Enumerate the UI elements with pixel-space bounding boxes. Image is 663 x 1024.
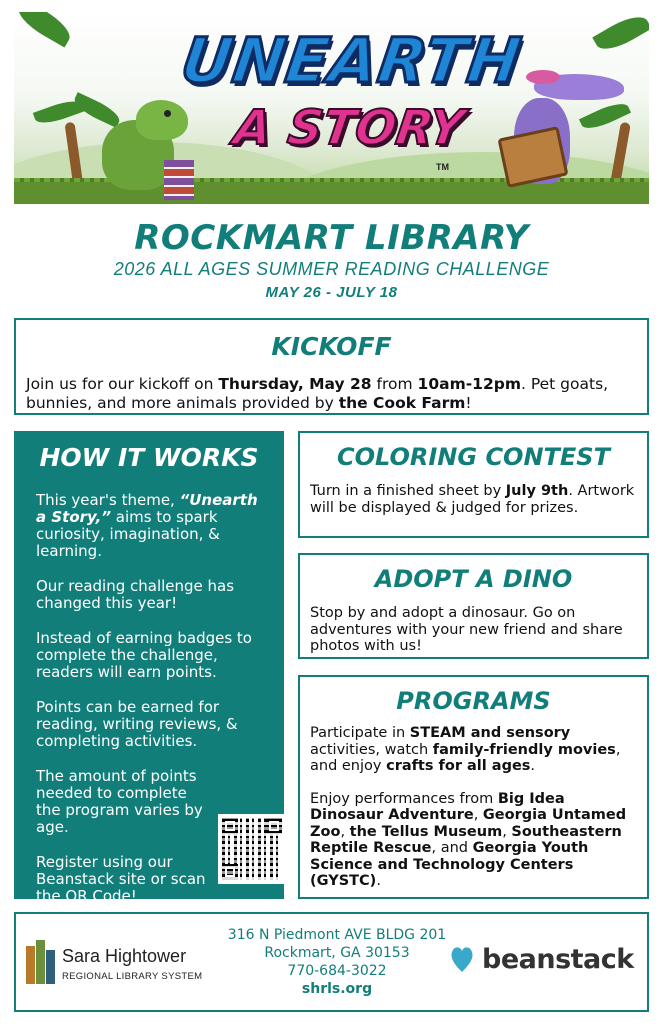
kickoff-text: Join us for our kickoff on Thursday, May 28 from 10am-12pm. Pet goats, bunnies, and more animals provided by the Cook Farm! xyxy=(26,375,609,412)
banner-title-a-story: A STORY xyxy=(230,100,468,156)
pterodactyl-crest xyxy=(526,70,560,84)
jungle-leaf xyxy=(14,12,75,48)
theme-paragraph: This year's theme, “Unearth a Story,” aims to spark curiosity, imagination, & learning. xyxy=(36,491,258,560)
coloring-contest-title: COLORING CONTEST xyxy=(337,443,610,471)
qr-finder-icon xyxy=(266,818,282,834)
qr-finder-icon xyxy=(222,818,238,834)
website-link[interactable]: shrls.org xyxy=(301,981,373,997)
adopt-a-dino-title: ADOPT A DINO xyxy=(374,565,573,593)
banner-ground xyxy=(14,182,649,204)
footer xyxy=(14,912,649,1012)
beanstack-qr-code[interactable] xyxy=(218,814,286,884)
adopt-a-dino-text: Stop by and adopt a dinosaur. Go on adventures with your new friend and share photos with us! xyxy=(310,605,623,654)
library-name: ROCKMART LIBRARY xyxy=(134,218,529,258)
challenge-subtitle: 2026 ALL AGES SUMMER READING CHALLENGE xyxy=(113,259,550,279)
address-line-2: Rockmart, GA 30153 xyxy=(264,945,410,961)
adopt-a-dino-section xyxy=(298,553,649,659)
trex-head xyxy=(136,100,188,140)
hero-banner xyxy=(14,12,649,204)
qr-finder-icon xyxy=(222,864,238,880)
earn-points-paragraph: Points can be earned for reading, writing reviews, & completing activities. xyxy=(36,698,238,750)
beanstack-wordmark: beanstack xyxy=(482,944,634,975)
register-paragraph: Register using our Beanstack site or scan the QR Code! xyxy=(36,853,206,905)
coloring-contest-text: Turn in a finished sheet by July 9th. Artwork will be displayed & judged for prizes. xyxy=(310,483,635,516)
banner-title-unearth: UNEARTH xyxy=(176,24,526,97)
points-paragraph: Instead of earning badges to complete the challenge, readers will earn points. xyxy=(36,629,252,681)
trademark-mark: TM xyxy=(436,162,449,172)
qr-code-pattern xyxy=(222,818,282,880)
points-by-age-paragraph: The amount of points needed to complete the program varies by age. xyxy=(36,767,203,836)
logo-name: Sara Hightower xyxy=(62,946,187,966)
trex-eye xyxy=(164,110,171,117)
address-line-1: 316 N Piedmont AVE BLDG 201 xyxy=(227,927,447,943)
kickoff-title: KICKOFF xyxy=(271,332,392,361)
how-it-works-section xyxy=(14,431,284,905)
contact-info xyxy=(212,926,462,998)
programs-activities-text: Participate in STEAM and sensory activities, watch family-friendly movies, and enjoy crafts for all ages. xyxy=(310,725,621,774)
book-stack xyxy=(164,160,194,200)
kickoff-section xyxy=(14,318,649,415)
library-books-icon xyxy=(26,940,56,984)
jungle-leaf xyxy=(592,12,649,57)
sara-hightower-logo[interactable] xyxy=(26,940,206,990)
logo-subtitle: REGIONAL LIBRARY SYSTEM xyxy=(62,971,203,982)
challenge-dates: MAY 26 - JULY 18 xyxy=(265,284,398,301)
phone-number[interactable]: 770-684-3022 xyxy=(287,963,387,979)
beanstack-heart-icon xyxy=(450,944,474,974)
coloring-contest-section xyxy=(298,431,649,538)
challenge-changed-paragraph: Our reading challenge has changed this year! xyxy=(36,577,235,612)
programs-performances-text: Enjoy performances from Big Idea Dinosaur Adventure, Georgia Untamed Zoo, the Tellus Museum, Southeastern Reptile Rescue, and Georgia Youth Science and Technology Centers (GYSTC). xyxy=(310,790,627,889)
programs-title: PROGRAMS xyxy=(396,687,551,715)
how-it-works-title: HOW IT WORKS xyxy=(39,443,259,472)
beanstack-logo[interactable] xyxy=(450,942,645,982)
programs-section xyxy=(298,675,649,899)
